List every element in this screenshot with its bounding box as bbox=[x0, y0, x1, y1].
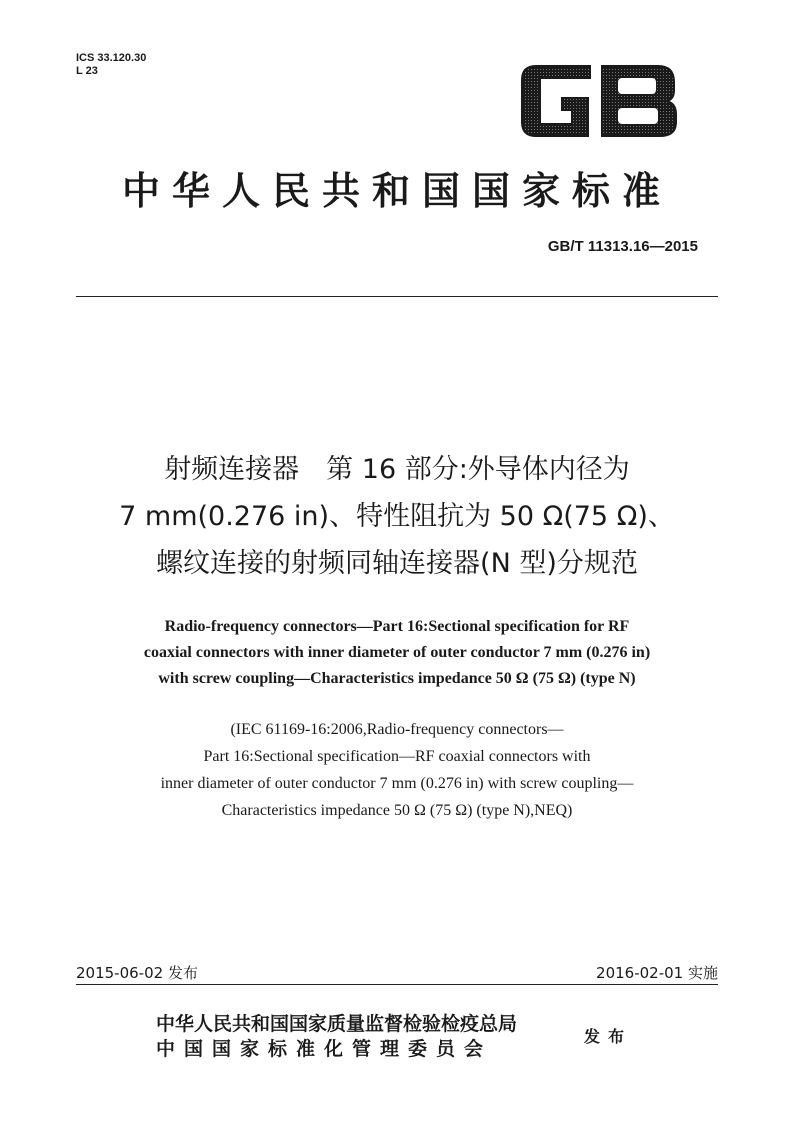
issuer-sac: 中国国家标准化管理委员会 bbox=[156, 1038, 493, 1060]
standard-number: GB/T 11313.16—2015 bbox=[547, 238, 698, 255]
english-title-line-3: with screw coupling—Characteristics impedance 50 Ω (75 Ω) (type N) bbox=[158, 670, 636, 687]
gb-logo bbox=[516, 60, 682, 142]
publish-label: 发布 bbox=[584, 1027, 633, 1046]
iec-line-1: (IEC 61169-16:2006,Radio-frequency connectors— bbox=[230, 721, 564, 738]
footer-divider bbox=[76, 984, 718, 985]
chinese-title-line-2: 7 mm(0.276 in)、特性阻抗为 50 Ω(75 Ω)、 bbox=[119, 501, 675, 532]
standard-type-heading: 中华人民共和国国家标准 bbox=[121, 169, 672, 213]
iec-line-3: inner diameter of outer conductor 7 mm (0.276 in) with screw coupling— bbox=[160, 775, 634, 792]
implementation-date: 2016-02-01 实施 bbox=[596, 964, 718, 982]
ics-code: ICS 33.120.30 bbox=[76, 52, 147, 64]
english-title-line-1: Radio-frequency connectors—Part 16:Sectional specification for RF bbox=[164, 618, 630, 635]
chinese-title-line-3: 螺纹连接的射频同轴连接器(N 型)分规范 bbox=[156, 548, 638, 579]
iec-line-2: Part 16:Sectional specification—RF coaxial connectors with bbox=[203, 748, 591, 765]
english-title bbox=[40, 614, 754, 692]
english-title-line-2: coaxial connectors with inner diameter of outer conductor 7 mm (0.276 in) bbox=[143, 644, 651, 661]
chinese-title-line-1: 射频连接器 第 16 部分:外导体内径为 bbox=[164, 454, 630, 485]
issuing-authorities bbox=[156, 1012, 517, 1062]
header-divider bbox=[76, 296, 718, 297]
ccs-code: L 23 bbox=[76, 65, 98, 77]
issuer-aqsiq: 中华人民共和国国家质量监督检验检疫总局 bbox=[156, 1013, 518, 1035]
iec-line-4: Characteristics impedance 50 Ω (75 Ω) (type N),NEQ) bbox=[221, 802, 573, 819]
chinese-title bbox=[40, 446, 754, 587]
iec-equivalence bbox=[40, 716, 754, 824]
classification-codes bbox=[76, 52, 146, 78]
issue-date: 2015-06-02 发布 bbox=[76, 964, 198, 982]
